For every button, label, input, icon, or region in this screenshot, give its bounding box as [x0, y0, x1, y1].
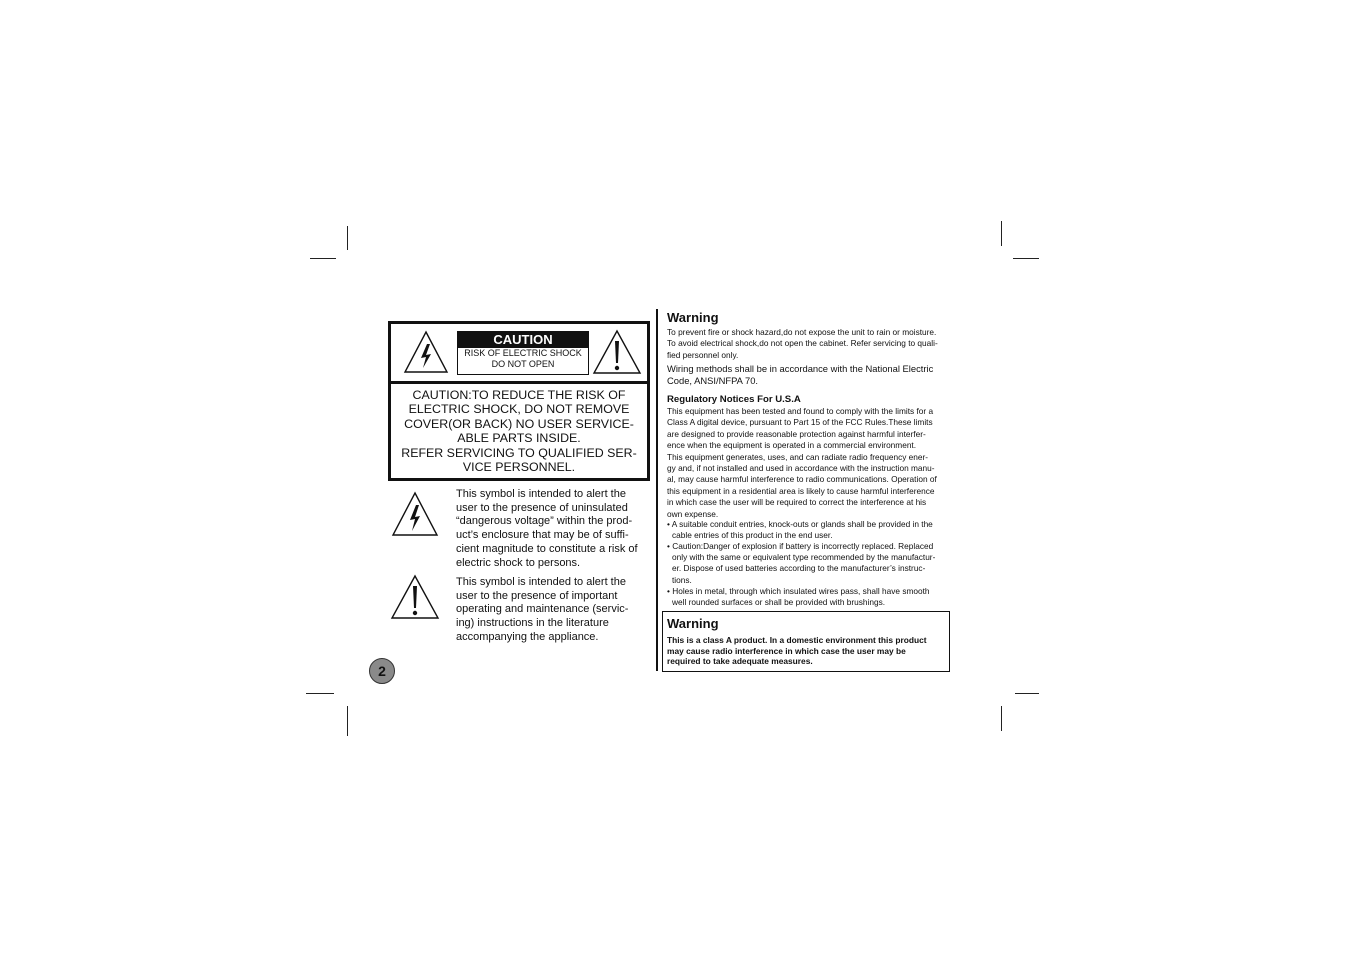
regulatory-line: gy and, if not installed and used in accordance with the instruction manu- — [667, 463, 935, 474]
caution-text-line: ABLE PARTS INSIDE. — [457, 431, 581, 446]
caution-text-line: ELECTRIC SHOCK, DO NOT REMOVE — [408, 402, 630, 417]
exclamation-symbol-icon — [390, 574, 440, 620]
regulatory-line: this equipment in a residential area is likely to cause harmful interference — [667, 485, 935, 496]
caution-text-line: COVER(OR BACK) NO USER SERVICE- — [404, 416, 634, 431]
regulatory-line: Class A digital device, pursuant to Part 15 of the FCC Rules.These limits — [667, 417, 933, 428]
bullet-line: well rounded surfaces or shall be provided with brushings. — [672, 597, 886, 608]
description-line: “dangerous voltage” within the prod- — [456, 515, 633, 528]
voltage-symbol-description — [456, 488, 651, 570]
caution-label-title: CAUTION — [458, 332, 588, 348]
caution-label-line: RISK OF ELECTRIC SHOCK — [464, 348, 582, 358]
caution-text-line: VICE PERSONNEL. — [462, 460, 576, 475]
description-line: This symbol is intended to alert the — [456, 488, 626, 500]
wiring-line: Wiring methods shall be in accordance with the National Electric — [667, 363, 934, 374]
class-a-line: This is a class A product. In a domestic environment this product — [667, 635, 927, 645]
bullet-holes — [667, 586, 930, 608]
crop-mark — [1013, 258, 1039, 259]
caution-text-line: REFER SERVICING TO QUALIFIED SER- — [401, 445, 637, 460]
regulatory-line: own expense. — [667, 508, 719, 519]
crop-mark — [310, 258, 336, 259]
regulatory-text — [667, 406, 952, 520]
lightning-warning-icon — [403, 330, 449, 374]
caution-label-line: DO NOT OPEN — [491, 359, 555, 369]
exclamation-warning-icon — [592, 329, 642, 375]
description-line: ing) instructions in the literature — [456, 617, 609, 630]
class-a-warning-box — [662, 611, 950, 672]
regulatory-line: al, may cause harmful interference to radio communications. Operation of — [667, 474, 937, 485]
wiring-line: Code, ANSI/NFPA 70. — [667, 375, 759, 386]
description-line: operating and maintenance (servic- — [456, 603, 629, 616]
warning-line: fied personnel only. — [667, 349, 739, 360]
bullet-line: tions. — [672, 574, 692, 585]
regulatory-line: This equipment has been tested and found to comply with the limits for a — [667, 406, 934, 416]
warning-line: To prevent fire or shock hazard,do not expose the unit to rain or moisture. — [667, 327, 937, 337]
bullet-battery — [667, 541, 935, 586]
crop-mark — [306, 693, 334, 694]
class-a-warning-text — [667, 635, 927, 667]
bullet-conduit — [667, 519, 933, 541]
bullet-line: • Holes in metal, through which insulated wires pass, shall have smooth — [667, 586, 930, 596]
crop-mark — [1015, 693, 1039, 694]
caution-text-line: CAUTION:TO REDUCE THE RISK OF — [412, 388, 626, 402]
warning-text — [667, 327, 952, 361]
description-line: cient magnitude to constitute a risk of — [456, 542, 638, 555]
regulatory-line: are designed to provide reasonable protection against harmful interfer- — [667, 428, 926, 439]
caution-text — [395, 388, 643, 474]
bullet-line: er. Dispose of used batteries according to the manufacturer’s instruc- — [672, 563, 926, 574]
description-line: accompanying the appliance. — [456, 630, 599, 643]
crop-mark — [347, 226, 348, 250]
regulatory-heading: Regulatory Notices For U.S.A — [667, 394, 801, 405]
bullet-line: cable entries of this product in the end user. — [672, 530, 833, 541]
class-a-warning-heading: Warning — [667, 616, 719, 631]
caution-box — [388, 321, 650, 481]
column-divider — [656, 309, 658, 671]
description-line: This symbol is intended to alert the — [456, 576, 626, 588]
description-line: user to the presence of uninsulated — [456, 501, 628, 514]
warning-heading: Warning — [667, 310, 719, 325]
description-line: electric shock to persons. — [456, 556, 581, 569]
class-a-line: may cause radio interference in which case the user may be — [667, 645, 906, 656]
bullet-line: • A suitable conduit entries, knock-outs or glands shall be provided in the — [667, 519, 933, 529]
bullet-line: • Caution:Danger of explosion if battery is incorrectly replaced. Replaced — [667, 541, 934, 551]
exclamation-symbol-description — [456, 576, 651, 645]
crop-mark — [1001, 706, 1002, 731]
bullet-line: only with the same or equivalent type recommended by the manufactur- — [672, 552, 936, 563]
regulatory-line: This equipment generates, uses, and can radiate radio frequency ener- — [667, 451, 929, 462]
regulatory-line: in which case the user will be required to correct the interference at his — [667, 497, 927, 508]
regulatory-line: ence when the equipment is operated in a commercial environment. — [667, 440, 917, 451]
warning-line: To avoid electrical shock,do not open the cabinet. Refer servicing to quali- — [667, 338, 938, 349]
caution-header — [391, 324, 647, 384]
description-line: uct’s enclosure that may be of suffi- — [456, 529, 629, 542]
caution-label — [457, 331, 589, 375]
wiring-text — [667, 363, 933, 387]
description-line: user to the presence of important — [456, 589, 618, 602]
class-a-line: required to take adequate measures. — [667, 656, 813, 666]
crop-mark — [347, 706, 348, 736]
crop-mark — [1001, 221, 1002, 246]
page-number-badge: 2 — [369, 658, 395, 684]
lightning-symbol-icon — [391, 491, 439, 537]
